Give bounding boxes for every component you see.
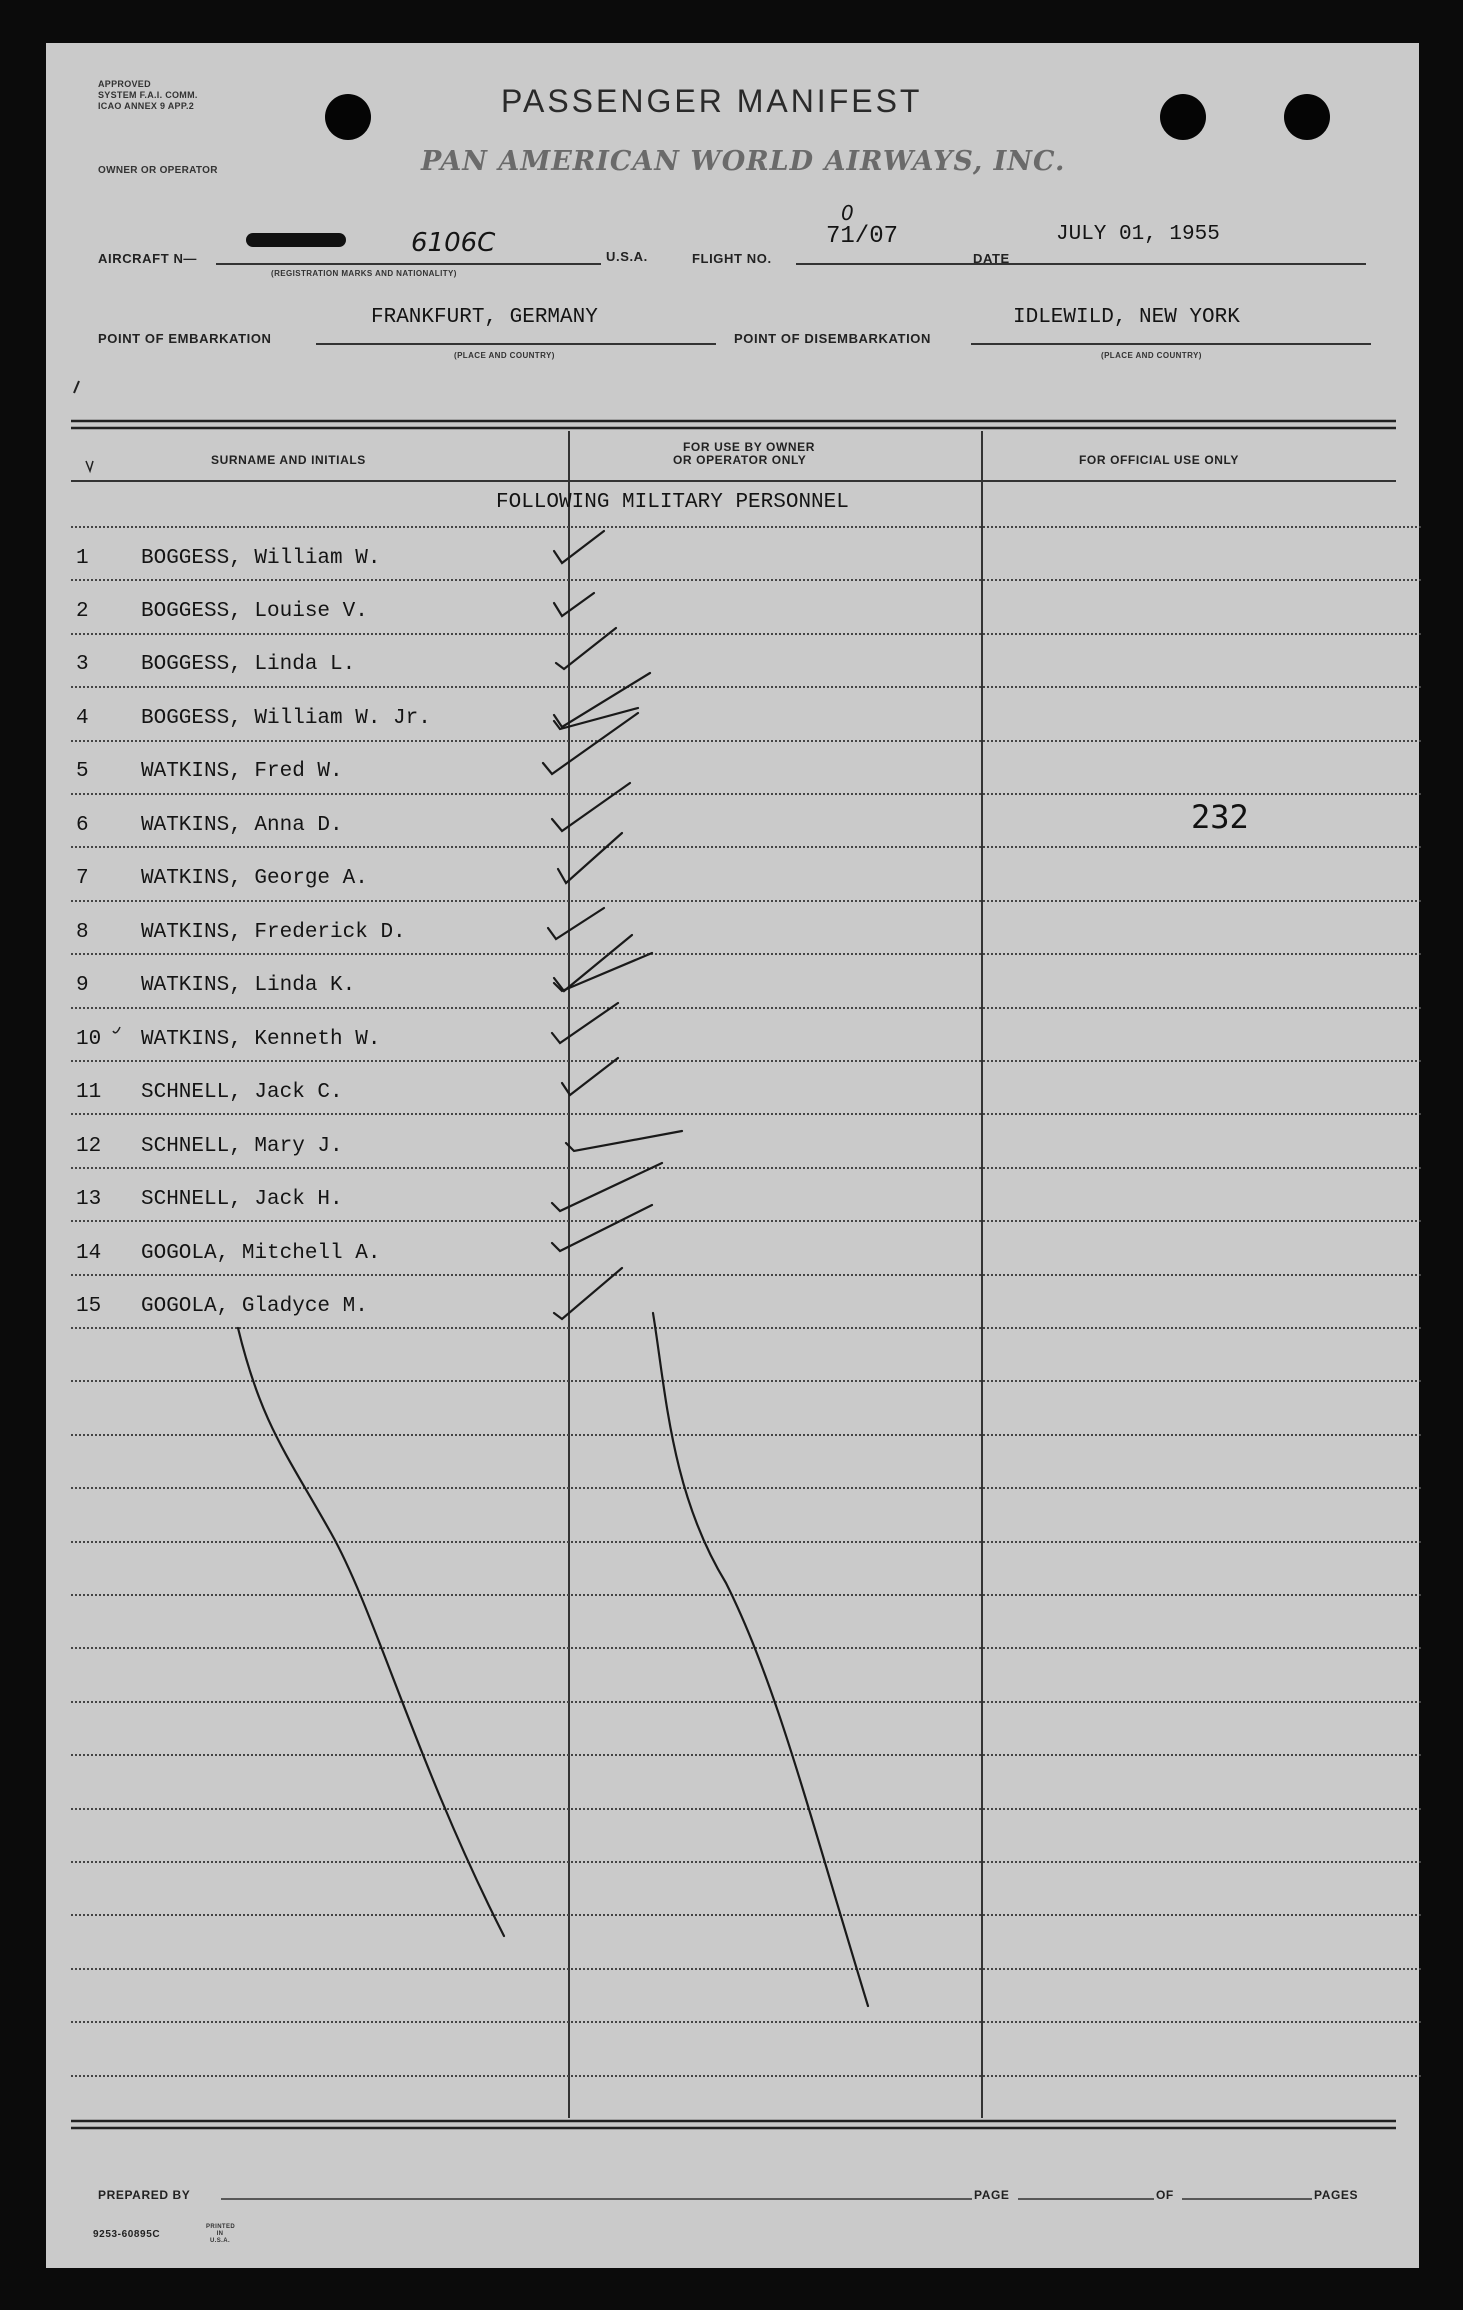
row-number: 2 xyxy=(76,600,89,623)
manifest-sheet xyxy=(46,43,1419,2268)
aircraft-label: AIRCRAFT N— xyxy=(98,251,198,266)
passenger-name: WATKINS, Anna D. xyxy=(141,814,343,837)
cancel-stroke-middle xyxy=(653,1313,868,2006)
check-mark xyxy=(554,1268,622,1319)
check-mark xyxy=(552,783,630,831)
of-label: OF xyxy=(1156,2188,1174,2202)
row-number: 14 xyxy=(76,1242,102,1265)
row-number: 3 xyxy=(76,653,89,676)
passenger-name: GOGOLA, Gladyce M. xyxy=(141,1295,368,1318)
check-mark xyxy=(556,628,616,669)
row-number: 4 xyxy=(76,707,89,730)
check-mark xyxy=(548,908,604,939)
check-mark xyxy=(554,708,638,729)
row-number: 6 xyxy=(76,814,89,837)
passenger-name: SCHNELL, Jack H. xyxy=(141,1188,343,1211)
passenger-name: WATKINS, Fred W. xyxy=(141,760,343,783)
check-mark xyxy=(554,673,650,727)
passenger-name: WATKINS, Frederick D. xyxy=(141,921,406,944)
flight-value: 71/07 xyxy=(826,223,899,250)
passenger-name: GOGOLA, Mitchell A. xyxy=(141,1242,381,1265)
passenger-name: BOGGESS, Linda L. xyxy=(141,653,356,676)
prepared-label: PREPARED BY xyxy=(98,2188,191,2202)
approval-line-2: SYSTEM F.A.I. COMM. xyxy=(98,90,198,100)
row-number: 7 xyxy=(76,867,89,890)
embark-label: POINT OF EMBARKATION xyxy=(98,331,272,346)
col-official-header: FOR OFFICIAL USE ONLY xyxy=(1079,453,1239,467)
check-mark xyxy=(552,1163,662,1211)
date-value: JULY 01, 1955 xyxy=(1056,223,1220,246)
pages-label: PAGES xyxy=(1314,2188,1359,2202)
row-number: 13 xyxy=(76,1188,102,1211)
passenger-name: WATKINS, Kenneth W. xyxy=(141,1028,381,1051)
flight-label: FLIGHT NO. xyxy=(692,251,772,266)
disembark-sub-label: (PLACE AND COUNTRY) xyxy=(1101,351,1202,360)
row-number: 12 xyxy=(76,1135,102,1158)
approval-line-3: ICAO ANNEX 9 APP.2 xyxy=(98,101,195,111)
passenger-name: SCHNELL, Mary J. xyxy=(141,1135,343,1158)
disembark-label: POINT OF DISEMBARKATION xyxy=(734,331,931,346)
passenger-name: BOGGESS, Louise V. xyxy=(141,600,368,623)
aircraft-sub-label: (REGISTRATION MARKS AND NATIONALITY) xyxy=(271,269,457,278)
col-owner-header-line2: OR OPERATOR ONLY xyxy=(673,453,807,467)
row-number: 8 xyxy=(76,921,89,944)
aircraft-value: 6106C xyxy=(411,228,496,258)
passenger-name: WATKINS, George A. xyxy=(141,867,368,890)
embark-value: FRANKFURT, GERMANY xyxy=(371,306,598,329)
row-number: 10 xyxy=(76,1028,102,1051)
owner-value: PAN AMERICAN WORLD AIRWAYS, INC. xyxy=(421,146,1066,177)
check-mark xyxy=(554,593,594,616)
row-number: 15 xyxy=(76,1295,102,1318)
printed-mark: PRINTED IN U.S.A. xyxy=(206,2224,236,2244)
check-mark xyxy=(566,1131,682,1151)
passenger-name: WATKINS, Linda K. xyxy=(141,974,356,997)
check-mark xyxy=(554,531,604,563)
col-owner-header-line1: FOR USE BY OWNER xyxy=(683,440,816,454)
check-mark xyxy=(558,833,622,883)
check-mark xyxy=(552,1003,618,1043)
passenger-name: SCHNELL, Jack C. xyxy=(141,1081,343,1104)
form-number: 9253-60895C xyxy=(93,2229,161,2240)
page-label: PAGE xyxy=(974,2188,1010,2202)
row-number: 5 xyxy=(76,760,89,783)
disembark-value: IDLEWILD, NEW YORK xyxy=(1013,306,1240,329)
section-note: FOLLOWING MILITARY PERSONNEL xyxy=(496,491,849,514)
embark-sub-label: (PLACE AND COUNTRY) xyxy=(454,351,555,360)
row-number: 9 xyxy=(76,974,89,997)
usa-label: U.S.A. xyxy=(606,249,648,264)
check-mark xyxy=(554,935,632,991)
row-number: 11 xyxy=(76,1081,102,1104)
row-number: 1 xyxy=(76,547,89,570)
col-surname-header: SURNAME AND INITIALS xyxy=(211,453,366,467)
check-mark xyxy=(562,1058,618,1095)
handwritten-marks xyxy=(46,43,1419,2268)
check-mark xyxy=(552,1205,652,1251)
page-title: PASSENGER MANIFEST xyxy=(501,83,923,119)
passenger-name: BOGGESS, William W. xyxy=(141,547,381,570)
approval-line-1: APPROVED xyxy=(98,79,151,89)
owner-label: OWNER OR OPERATOR xyxy=(98,165,218,176)
date-label: DATE xyxy=(973,251,1010,266)
check-mark xyxy=(543,713,638,774)
passenger-name: BOGGESS, William W. Jr. xyxy=(141,707,431,730)
cancel-stroke-left xyxy=(238,1328,504,1936)
official-note: 232 xyxy=(1191,798,1249,836)
flight-annotation: 0 xyxy=(841,201,854,225)
